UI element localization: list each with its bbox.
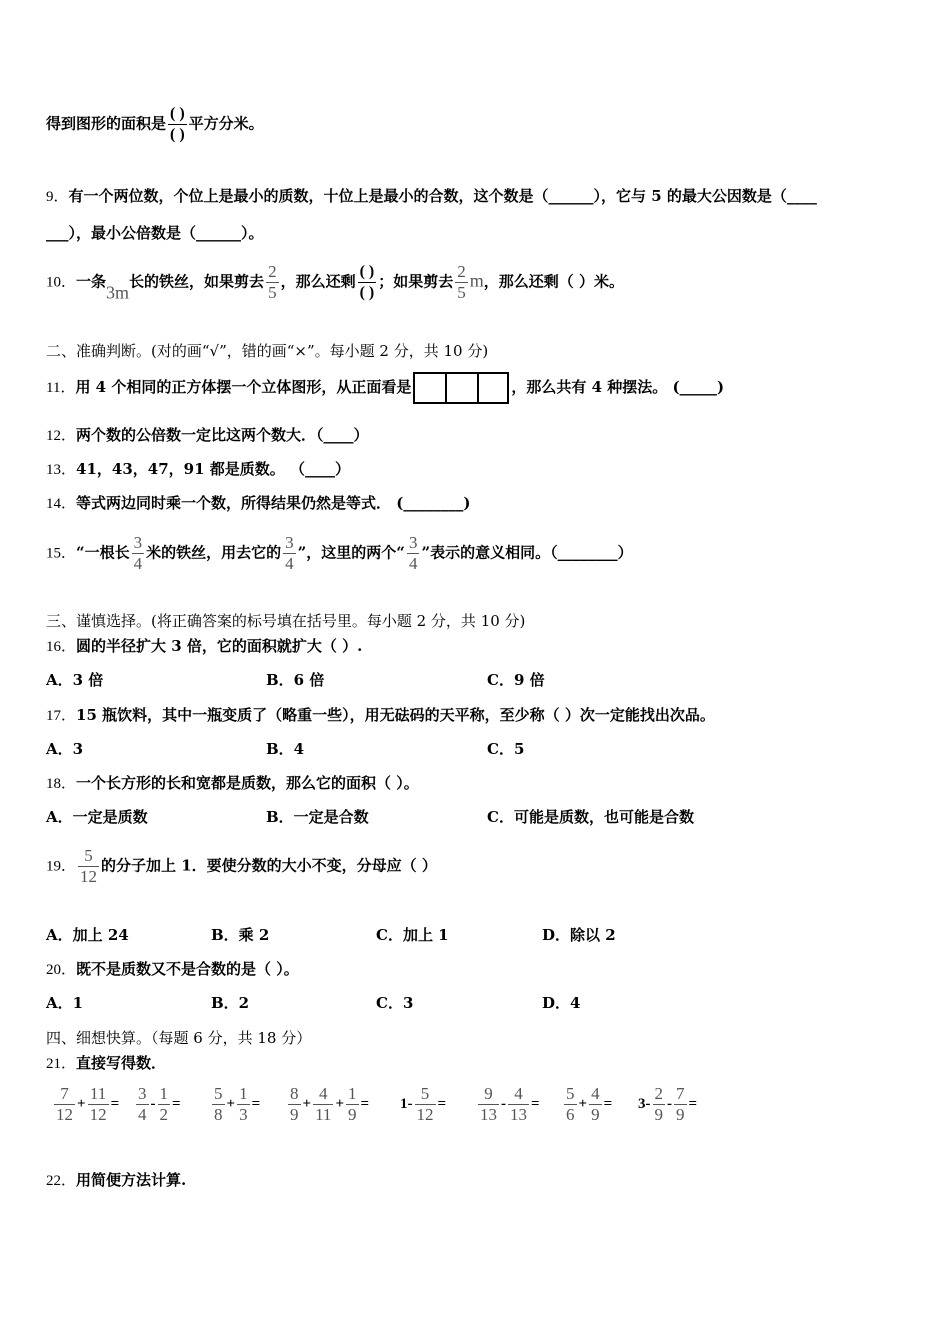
q19-fraction: $\frac{5}{12}$ (80, 846, 98, 886)
q21-expr-3: $\frac{5}{8}$ + $\frac{1}{3}$ = (214, 1084, 261, 1124)
q8-text: 得到图形的面积是 (46, 114, 167, 133)
q20-option-d[interactable]: D．4 (542, 994, 581, 1012)
q18-option-a[interactable]: A．一定是质数 (46, 808, 148, 826)
q13: 13．41，43，47，91 都是质数。 （____） (46, 460, 350, 478)
q20-option-a[interactable]: A．1 (46, 994, 84, 1012)
q8-answer-fraction: $\frac{( )}{( )}$ (170, 105, 185, 143)
section-3-heading: 三、谨慎选择。(将正确答案的标号填在括号里。每小题 2 分，共 10 分) (46, 612, 526, 630)
q10: 10．一条3m长的铁丝，如果剪去 $\frac{2}{5}$ ，那么还剩 $\frac{( )}{( )}$ ；如果剪去 $\frac{2}{5}$ m，那么还剩（ ）米。 (46, 262, 624, 303)
q21-expr-4: $\frac{8}{9}$ + $\frac{4}{11}$ + $\frac{1}{9}$ = (290, 1084, 370, 1124)
section-2-heading: 二、准确判断。(对的画“√”，错的画“×”。每小题 2 分，共 10 分) (46, 342, 489, 360)
q10-length: 3m (106, 282, 130, 303)
q9-line1: 9．有一个两位数，个位上是最小的质数，十位上是最小的合数，这个数是（______），它与 5 的最大公因数是（____ (46, 187, 817, 205)
q16: 16．圆的半径扩大 3 倍，它的面积就扩大（ ）. (46, 637, 363, 655)
q20: 20．既不是质数又不是合数的是（ ）。 (46, 960, 299, 978)
q20-option-b[interactable]: B．2 (211, 994, 250, 1012)
q8-tail: 得到图形的面积是 $\frac{( )}{( )}$ 平方分米。 (46, 105, 264, 143)
three-squares-figure (413, 372, 509, 404)
q12: 12．两个数的公倍数一定比这两个数大．（____） (46, 426, 369, 444)
q21: 21．直接写得数． (46, 1054, 167, 1072)
q14: 14．等式两边同时乘一个数，所得结果仍然是等式． (________) (46, 494, 471, 512)
q18-option-b[interactable]: B．一定是合数 (266, 808, 369, 826)
q19-option-c[interactable]: C．加上 1 (376, 926, 449, 944)
q15-fraction-3: $\frac{3}{4}$ (408, 533, 418, 573)
q21-expr-8: 3- $\frac{2}{9}$ - $\frac{7}{9}$ = (638, 1084, 698, 1124)
q11: 11．用 4 个相同的正方体摆一个立体图形，从正面看是 ，那么共有 4 种摆法。 (_____) (46, 372, 724, 404)
q19-option-b[interactable]: B．乘 2 (211, 926, 270, 944)
q21-expr-2: $\frac{3}{4}$ - $\frac{1}{2}$ = (138, 1084, 181, 1124)
q10-fraction-2: $\frac{2}{5}$ (457, 262, 466, 302)
q16-option-b[interactable]: B．6 倍 (266, 671, 325, 689)
q22: 22．用简便方法计算. (46, 1171, 187, 1189)
q20-option-c[interactable]: C．3 (376, 994, 414, 1012)
q15-fraction-2: $\frac{3}{4}$ (285, 533, 294, 573)
q21-expr-6: $\frac{9}{13}$ - $\frac{4}{13}$ = (480, 1084, 540, 1124)
q21-expr-7: $\frac{5}{6}$ + $\frac{4}{9}$ = (566, 1084, 613, 1124)
section-4-heading: 四、细想快算。（每题 6 分，共 18 分） (46, 1029, 312, 1047)
q19-option-a[interactable]: A．加上 24 (46, 926, 129, 944)
q21-expr-1: $\frac{7}{12}$ + $\frac{11}{12}$ = (56, 1084, 120, 1124)
q10-fraction-1: $\frac{2}{5}$ (268, 262, 277, 302)
q16-option-a[interactable]: A．3 倍 (46, 671, 104, 689)
q18-option-c[interactable]: C．可能是质数，也可能是合数 (487, 808, 694, 826)
q15-fraction-1: $\frac{3}{4}$ (133, 533, 143, 573)
q17: 17．15 瓶饮料，其中一瓶变质了（略重一些），用无砝码的天平称，至少称（ ）次一定能找出次品。 (46, 706, 715, 724)
q21-expr-5: 1- $\frac{5}{12}$ = (400, 1084, 447, 1124)
q19: 19． $\frac{5}{12}$ 的分子加上 1．要使分数的大小不变，分母应（ ） (46, 846, 437, 886)
q15: 15．“一根长 $\frac{3}{4}$ 米的铁丝，用去它的 $\frac{3}{4}$ ”，这里的两个“ $\frac{3}{4}$ ”表示的意义相同。（________） (46, 533, 633, 573)
q17-option-c[interactable]: C．5 (487, 740, 525, 758)
q9-line2: ___），最小公倍数是（______）。 (46, 224, 264, 242)
q17-option-a[interactable]: A．3 (46, 740, 84, 758)
q16-option-c[interactable]: C．9 倍 (487, 671, 545, 689)
q10-answer-fraction: $\frac{( )}{( )}$ (359, 263, 375, 301)
q17-option-b[interactable]: B．4 (266, 740, 305, 758)
q19-option-d[interactable]: D．除以 2 (542, 926, 616, 944)
q18: 18．一个长方形的长和宽都是质数，那么它的面积（ ）。 (46, 774, 419, 792)
